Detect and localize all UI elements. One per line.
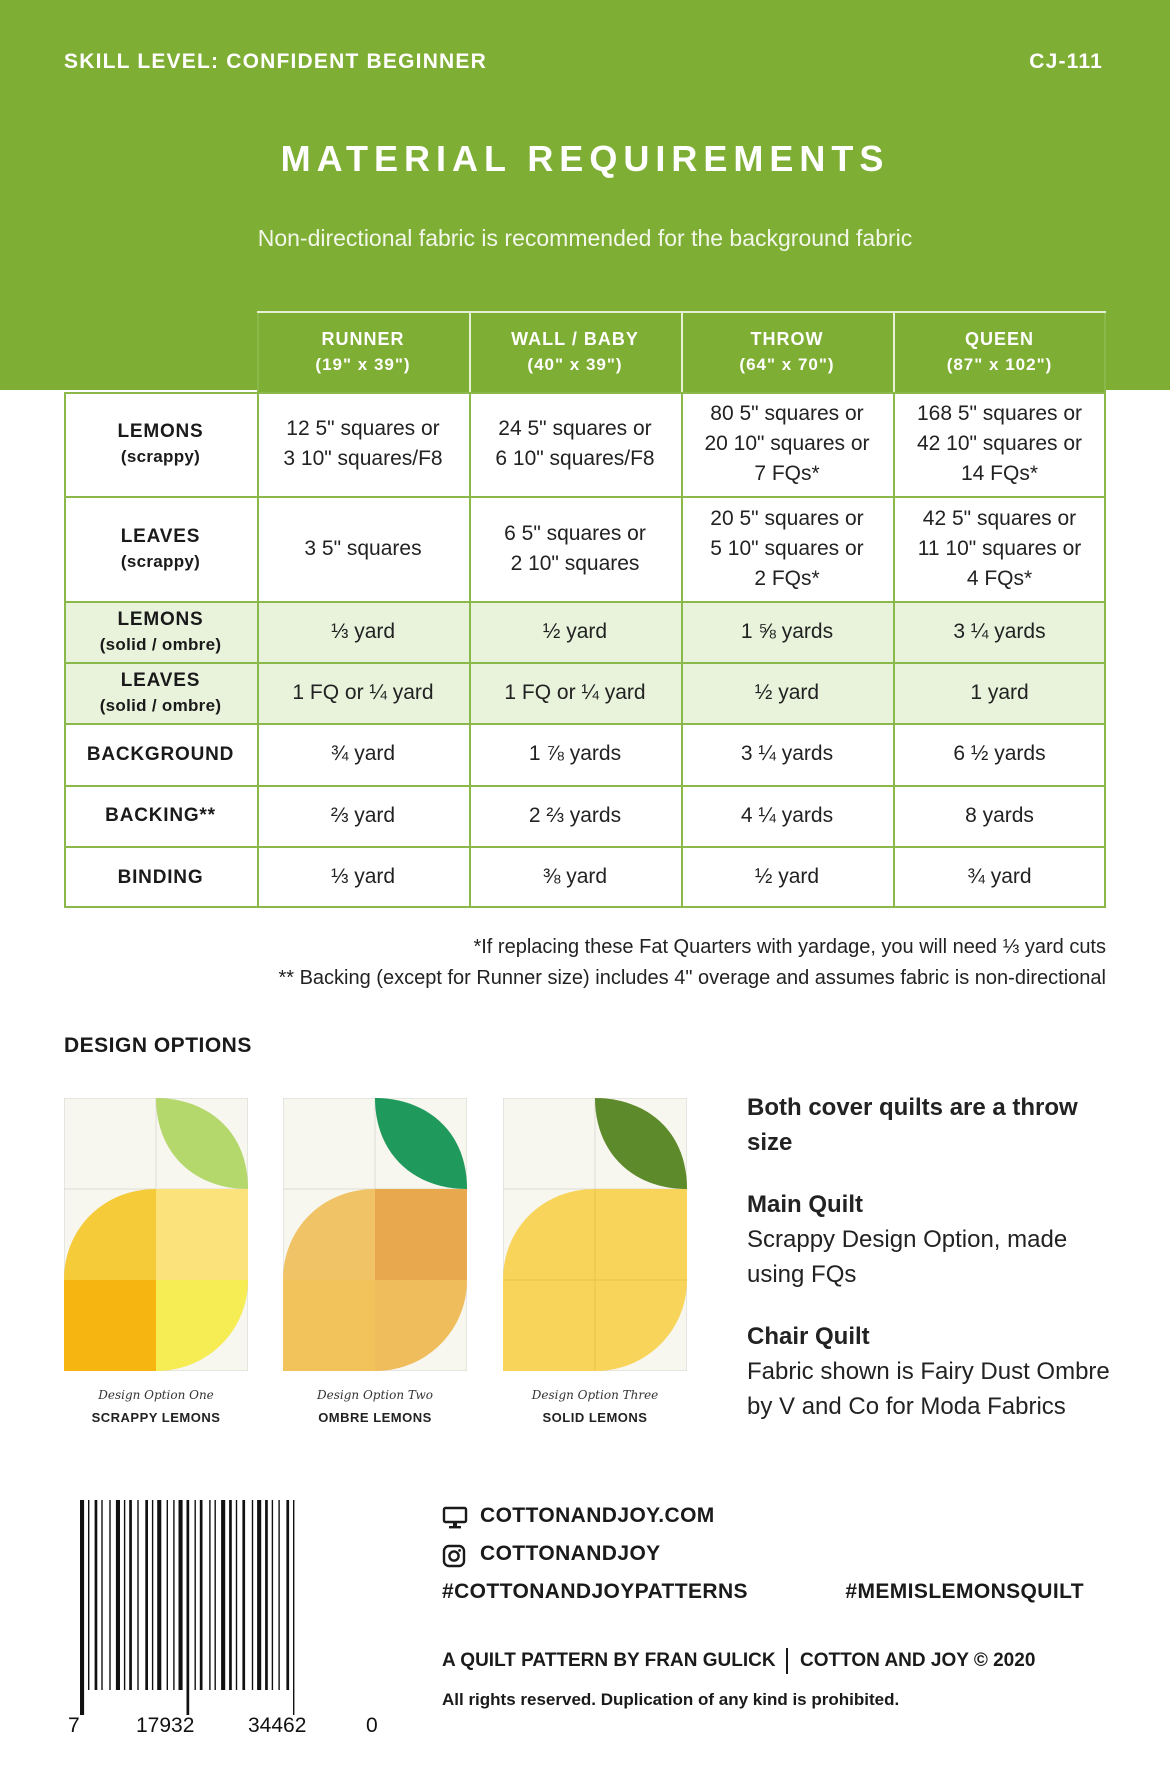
barcode-bar (137, 1500, 138, 1690)
table-cell (681, 785, 893, 846)
cell-line: 2 10" squares (510, 551, 640, 575)
table-cell (893, 601, 1106, 662)
note-backing: ** Backing (except for Runner size) includes 4" overage and assumes fabric is non-directional (278, 967, 1106, 989)
page-title: MATERIAL REQUIREMENTS (280, 138, 890, 179)
cell-line: 24 5" squares or (498, 417, 652, 440)
header-separator (681, 311, 683, 392)
barcode-bar (187, 1500, 190, 1715)
grid-line (64, 496, 1106, 498)
cell-line: 3 10" squares/F8 (283, 447, 443, 470)
website-link[interactable]: COTTONANDJOY.COM (480, 1504, 715, 1527)
cell-line: ⅜ yard (542, 865, 608, 888)
grid-line (64, 392, 66, 908)
barcode-digits: 0 (366, 1714, 378, 1737)
credit-divider (786, 1648, 788, 1674)
requirements-table (64, 311, 1106, 908)
barcode-bar (221, 1500, 225, 1690)
pattern-code: CJ-111 (1029, 50, 1103, 73)
table-cell (257, 785, 469, 846)
credit-author: A QUILT PATTERN BY FRAN GULICK (442, 1650, 776, 1671)
table-cell (681, 601, 893, 662)
column-name: THROW (750, 328, 824, 349)
chair-quilt-text: Fabric shown is Fairy Dust Ombre by V and Co for Moda Fabrics (747, 1358, 1110, 1420)
cell-line: 6 5" squares or (504, 521, 646, 545)
row-label (64, 723, 257, 785)
column-header (681, 311, 893, 392)
column-size: (19" x 39") (315, 354, 411, 374)
grid-line (64, 392, 1106, 394)
cell-line: 11 10" squares or (917, 536, 1082, 560)
row-label-sub: (solid / ombre) (99, 695, 222, 715)
row-label (64, 601, 257, 662)
page-subtitle: Non-directional fabric is recommended for the background fabric (257, 225, 913, 251)
header-separator (469, 311, 471, 392)
rights-notice: All rights reserved. Duplication of any kind is prohibited. (442, 1690, 900, 1709)
row-label-main: LEAVES (120, 525, 201, 547)
row-label (64, 662, 257, 723)
cell-line: 7 FQs* (754, 462, 820, 485)
cell-line: ¾ yard (967, 865, 1032, 888)
table-cell (257, 392, 469, 496)
cell-line: 1 FQ or ¼ yard (292, 680, 434, 704)
option-two-name: OMBRE LEMONS (318, 1410, 432, 1425)
barcode-bar (278, 1500, 279, 1690)
table-cell (469, 846, 681, 908)
row-label-sub: (scrappy) (120, 447, 201, 466)
lemon-bl (64, 1280, 156, 1371)
barcode-digits: 34462 (248, 1714, 307, 1737)
table-cell (469, 662, 681, 723)
credit-company: COTTON AND JOY © 2020 (800, 1650, 1036, 1671)
table-cell (893, 392, 1106, 496)
barcode-bar (80, 1500, 84, 1715)
design-option-one-image (64, 1098, 248, 1371)
instagram-icon (442, 1544, 466, 1568)
cell-line: ⅓ yard (330, 865, 396, 888)
barcode-bar (116, 1500, 120, 1690)
cell-line: 20 10" squares or (704, 432, 870, 455)
option-one-italic: Design Option One (98, 1388, 214, 1402)
row-label (64, 846, 257, 908)
header-top-line (257, 311, 1106, 313)
cell-line: 14 FQs* (960, 462, 1039, 485)
grid-line (64, 785, 1106, 787)
table-cell (681, 846, 893, 908)
option-one-name: SCRAPPY LEMONS (91, 1410, 221, 1425)
row-label-main: LEMONS (117, 608, 204, 630)
barcode-bar (215, 1500, 216, 1690)
cell-line: 6 10" squares/F8 (495, 447, 655, 470)
barcode-bar (167, 1500, 168, 1690)
barcode-bar (252, 1500, 253, 1690)
barcode-bar (145, 1500, 148, 1690)
grid-line (64, 906, 1106, 908)
barcode-bar (286, 1500, 289, 1690)
row-label-main: BACKGROUND (86, 743, 235, 765)
column-name: QUEEN (964, 328, 1034, 349)
column-size: (64" x 70") (739, 354, 835, 374)
barcode-bar (200, 1500, 203, 1690)
barcode (66, 1500, 392, 1740)
design-options-title: DESIGN OPTIONS (64, 1034, 252, 1057)
grid-line (469, 311, 471, 908)
cell-line: 6 ½ yards (953, 742, 1046, 765)
note-fat-quarters: *If replacing these Fat Quarters with yardage, you will need ⅓ yard cuts (473, 936, 1106, 958)
table-cell (469, 392, 681, 496)
option-three-name: SOLID LEMONS (542, 1410, 648, 1425)
table-cell (257, 723, 469, 785)
grid-line (1104, 311, 1106, 908)
hashtag-quilt: #MEMISLEMONSQUILT (845, 1580, 1084, 1603)
table-notes (278, 932, 1106, 994)
header-separator (893, 311, 895, 392)
lemon-bl (283, 1280, 375, 1371)
barcode-bar (152, 1500, 153, 1690)
instagram-handle[interactable]: COTTONANDJOY (480, 1542, 661, 1565)
barcode-bar (157, 1500, 161, 1690)
table-cell (681, 662, 893, 723)
row-label-main: LEAVES (120, 669, 201, 691)
row-label-sub: (scrappy) (120, 551, 201, 571)
cover-quilt-info (747, 1090, 1127, 1424)
grid-line (64, 846, 1106, 848)
cell-line: 2 ⅔ yards (528, 803, 622, 827)
row-label-sub: (solid / ombre) (99, 634, 222, 654)
barcode-bar (101, 1500, 102, 1690)
table-cell (469, 723, 681, 785)
cell-line: 5 10" squares or (710, 536, 864, 560)
grid-line (257, 311, 259, 908)
cell-line: 42 5" squares or (922, 506, 1077, 530)
table-cell (893, 662, 1106, 723)
lemon-tr (375, 1189, 467, 1280)
cell-line: ½ yard (754, 865, 820, 888)
barcode-digits: 17932 (136, 1714, 195, 1737)
barcode-bar (272, 1500, 273, 1690)
hashtag-patterns: #COTTONANDJOYPATTERNS (442, 1580, 748, 1603)
column-size: (40" x 39") (527, 354, 623, 374)
cell-line: ⅓ yard (330, 619, 396, 643)
table-cell (469, 601, 681, 662)
cell-line: 2 FQs* (754, 566, 820, 590)
barcode-digits: 7 (68, 1714, 80, 1737)
table-cell (469, 785, 681, 846)
column-name: WALL / BABY (511, 328, 639, 349)
table-cell (257, 496, 469, 601)
table-cell (469, 496, 681, 601)
cell-line: 20 5" squares or (710, 506, 864, 530)
barcode-bar (95, 1500, 98, 1690)
cell-line: 42 10" squares or (916, 432, 1083, 455)
barcode-bar (173, 1500, 174, 1690)
grid-line (64, 601, 1106, 603)
grid-line (64, 662, 1106, 664)
barcode-bar (129, 1500, 132, 1690)
column-header (469, 311, 681, 392)
barcode-bar (109, 1500, 110, 1690)
cell-line: ½ yard (542, 619, 608, 643)
barcode-bar (257, 1500, 261, 1690)
row-label (64, 496, 257, 601)
table-cell (681, 496, 893, 601)
cell-line: 3 ¼ yards (740, 742, 834, 765)
skill-level: SKILL LEVEL: CONFIDENT BEGINNER (64, 50, 487, 73)
cell-line: ½ yard (754, 680, 820, 704)
barcode-bar (293, 1500, 294, 1715)
cell-line: 1 ⅞ yards (528, 742, 622, 765)
table-cell (681, 392, 893, 496)
main-quilt-heading: Main Quilt (747, 1191, 863, 1218)
option-two-italic: Design Option Two (317, 1388, 433, 1402)
grid-line (64, 723, 1106, 725)
row-label (64, 392, 257, 496)
option-three-italic: Design Option Three (531, 1388, 659, 1402)
lemon-tr (156, 1189, 248, 1280)
cell-line: 1 yard (970, 680, 1029, 704)
cell-line: ⅔ yard (330, 803, 396, 827)
column-name: RUNNER (321, 328, 405, 349)
barcode-bar (88, 1500, 89, 1690)
design-option-three-image (503, 1098, 687, 1371)
row-label-main: LEMONS (117, 421, 204, 442)
barcode-bar (242, 1500, 245, 1690)
barcode-bar (195, 1500, 196, 1690)
table-cell (893, 496, 1106, 601)
row-label-main: BACKING** (105, 805, 216, 826)
row-label-main: BINDING (117, 866, 204, 888)
grid-line (681, 311, 683, 908)
barcode-bar (236, 1500, 237, 1690)
info-intro: Both cover quilts are a throw size (747, 1094, 1078, 1156)
column-header (893, 311, 1106, 392)
table-cell (257, 601, 469, 662)
column-size: (87" x 102") (946, 354, 1053, 374)
monitor-icon (442, 1506, 468, 1530)
cell-line: 12 5" squares or (286, 417, 440, 440)
table-cell (893, 785, 1106, 846)
barcode-bar (179, 1500, 183, 1690)
barcode-bar (124, 1500, 125, 1690)
table-cell (681, 723, 893, 785)
cell-line: 168 5" squares or (916, 402, 1083, 425)
column-header (257, 311, 469, 392)
cell-line: 1 FQ or ¼ yard (504, 680, 646, 704)
grid-line (893, 311, 895, 908)
barcode-bar (229, 1500, 232, 1690)
main-quilt-text: Scrappy Design Option, made using FQs (747, 1226, 1068, 1288)
cell-line: 80 5" squares or (710, 402, 864, 425)
barcode-bar (209, 1500, 210, 1690)
table-cell (893, 723, 1106, 785)
table-cell (257, 846, 469, 908)
cell-line: ¾ yard (330, 742, 396, 765)
barcode-bar (265, 1500, 268, 1690)
table-cell (893, 846, 1106, 908)
table-cell (257, 662, 469, 723)
cell-line: 3 5" squares (304, 536, 422, 560)
cell-line: 4 FQs* (966, 566, 1033, 590)
row-label (64, 785, 257, 846)
cell-line: 3 ¼ yards (953, 619, 1046, 643)
cell-line: 1 ⅝ yards (740, 619, 834, 643)
chair-quilt-heading: Chair Quilt (747, 1323, 870, 1350)
design-option-two-image (283, 1098, 467, 1371)
cell-line: 4 ¼ yards (740, 803, 834, 827)
cell-line: 8 yards (965, 803, 1034, 827)
